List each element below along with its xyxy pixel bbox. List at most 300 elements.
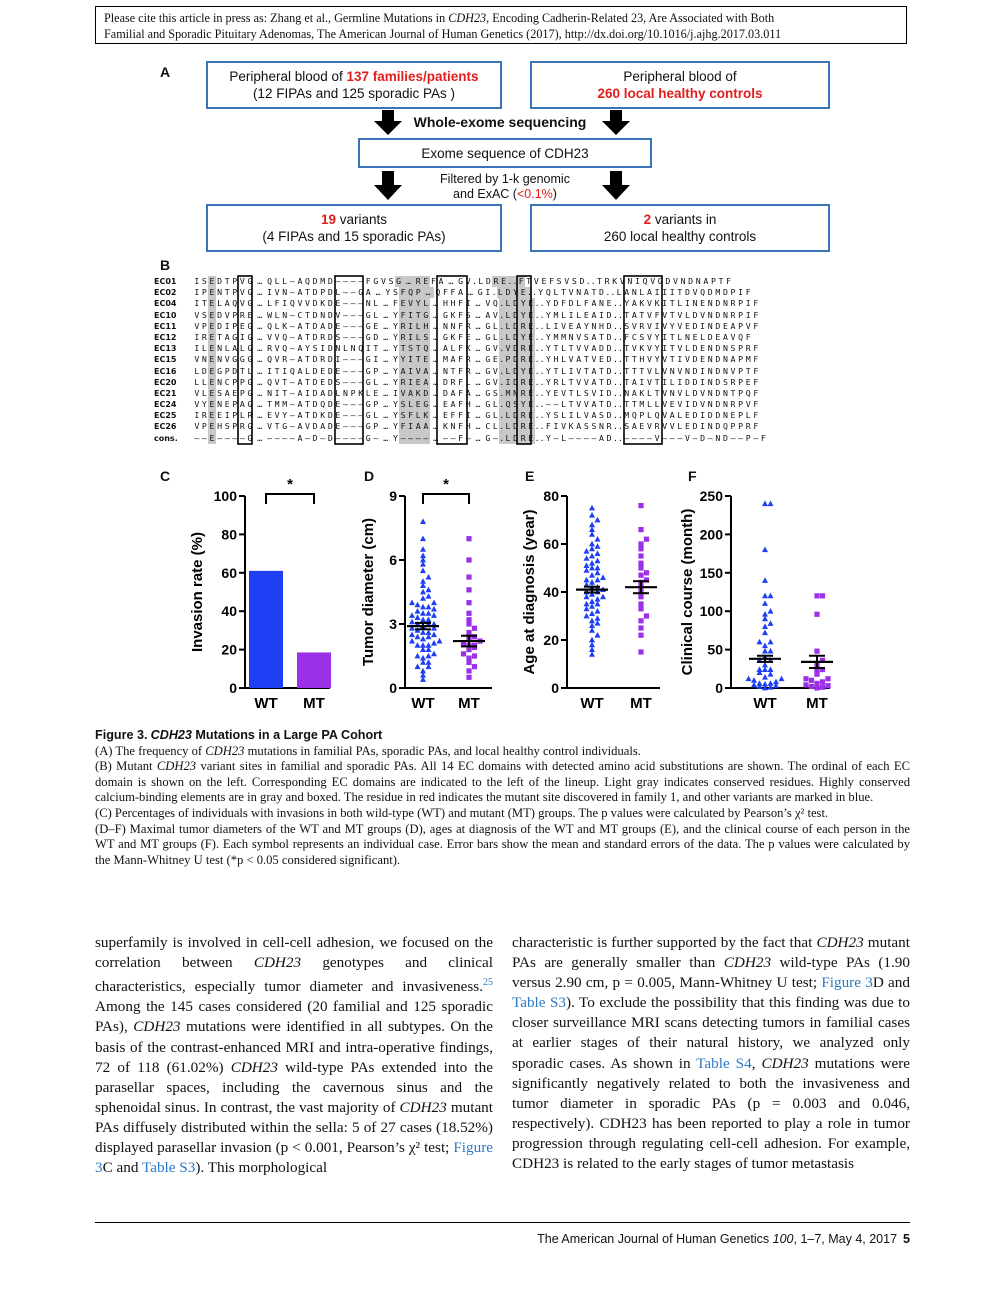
y-tick-label: 150	[699, 564, 723, 581]
x-category-label: MT	[630, 695, 652, 712]
data-point	[415, 653, 421, 659]
y-tick-label: 60	[543, 536, 559, 552]
data-point	[426, 659, 432, 665]
data-point	[820, 685, 825, 690]
y-tick-label: 40	[543, 584, 559, 600]
data-point	[431, 599, 437, 605]
conserved-box	[335, 276, 363, 444]
data-point	[415, 642, 421, 648]
flow-filter-line2-end: )	[552, 187, 557, 201]
data-point	[762, 500, 768, 506]
flow-box-controls-line1: Peripheral blood of	[623, 69, 737, 84]
data-point	[589, 642, 595, 648]
y-tick-label: 0	[389, 680, 397, 696]
data-point	[762, 674, 768, 680]
y-axis-label: Invasion rate (%)	[189, 531, 206, 653]
ec-domain-label: EC04	[154, 299, 177, 309]
data-point	[638, 503, 643, 508]
table-link[interactable]: Table S4	[696, 1054, 752, 1072]
data-point	[409, 638, 415, 644]
data-point	[762, 547, 768, 553]
ec-domain-label: EC25	[154, 411, 177, 421]
data-point	[415, 663, 421, 669]
data-point	[768, 593, 774, 599]
data-point	[420, 642, 426, 648]
data-point	[809, 684, 814, 689]
panel-label-e: E	[525, 468, 535, 484]
data-point	[584, 562, 590, 568]
calcium-binding-boxes	[150, 274, 910, 448]
flow-filter-note	[410, 172, 600, 202]
data-point	[584, 567, 590, 573]
data-point	[589, 627, 595, 633]
footer-rule	[95, 1222, 910, 1223]
bar	[297, 652, 331, 688]
data-point	[584, 613, 590, 619]
data-point	[762, 681, 768, 687]
data-point	[466, 617, 471, 622]
x-category-label: WT	[411, 695, 435, 712]
flow-filter-line2: and ExAC (	[453, 187, 517, 201]
figure-link[interactable]: Figure 3	[821, 974, 873, 992]
significance-bracket	[266, 494, 314, 504]
alignment-sequence: I R E T A G I G … V V Q — A T D R D S — — — G D … Y R I L S … G K F E … G L.L D Y E..Y M M N V S A T D..F C S V Y I T L N E L D E A V Q F	[194, 331, 751, 342]
data-point	[466, 630, 471, 635]
data-point	[600, 594, 606, 600]
figure-caption	[95, 728, 910, 868]
data-point	[466, 675, 471, 680]
citation-line1-end: , Encoding Cadherin-Related 23, Are Associated with Both	[486, 11, 775, 25]
data-point	[762, 648, 768, 654]
alignment-sequence: — — E — — — — G … — — — — A — D — D — — — — G — … Y — — — — … — — F — … G —.L D R E..Y — L — — — — A D..— — — — V — — — V — D — N D — — P — F	[194, 432, 766, 443]
alignment-sequence: I S E D T P V G … Q L L — A Q D M D — — — — F G V S G … R E F A … G V.L D R E..F T V E F S V S D..T R K V N I Q V G D V N D N A P T F	[194, 276, 732, 286]
y-axis-label: Clinical course (month)	[679, 508, 696, 676]
x-category-label: WT	[254, 695, 278, 712]
ec-domain-label: EC11	[154, 321, 177, 331]
alignment-sequence: I T E L A Q V G … L F I Q V V D K D E — — — N L … F E V Y L … H H F I … V Q.L D Y E..Y D F D L F A N E..Y A K V K I T L I N E N D N R P I F	[194, 298, 759, 309]
data-point	[595, 596, 601, 602]
flow-patient-variant-breakdown: (4 FIPAs and 15 sporadic PAs)	[262, 229, 446, 244]
data-point	[638, 625, 643, 630]
flow-box-patients-count: 137 families/patients	[346, 69, 479, 84]
ec-domain-label: EC24	[154, 400, 177, 410]
data-point	[773, 679, 779, 685]
data-point	[820, 593, 825, 598]
data-point	[589, 610, 595, 616]
significance-marker: *	[287, 476, 293, 493]
data-point	[589, 572, 595, 578]
flow-box-control-variants	[530, 204, 830, 252]
data-point	[420, 578, 426, 584]
ec-domain-label: EC02	[154, 288, 177, 298]
caption-b-end: variant sites in familial and sporadic PAs. All 14 EC domains with detected amino acid substitutions are shown. The ordinal of each EC domain is shown on the left. Corresponding EC domains are indicated to the left of the lineup. Light gray indicates conserved residues. Highly conserved calcium-binding elements are in gray and boxed. The residue in red indicates the mutant site discovered in family 1, and other variants are marked in blue.	[95, 759, 910, 805]
x-category-label: WT	[753, 695, 777, 712]
data-point	[595, 620, 601, 626]
flow-box-controls	[530, 61, 830, 109]
caption-a: (A) The frequency of	[95, 743, 206, 758]
data-point	[589, 565, 595, 571]
data-point	[638, 553, 643, 558]
ec-domain-label: EC20	[154, 377, 177, 387]
conserved-box	[238, 276, 252, 444]
data-point	[472, 626, 477, 631]
data-point	[638, 561, 643, 566]
flow-box-patients	[206, 61, 502, 109]
data-point	[595, 543, 601, 549]
flow-filter-line1: Filtered by 1-k genomic	[440, 172, 570, 186]
y-tick-label: 200	[699, 526, 723, 543]
caption-c: (C) Percentages of individuals with invasions in both wild-type (WT) and mutant (MT) groups. The p values were calculated by Pearson’s χ² test.	[95, 805, 829, 820]
y-tick-label: 6	[389, 552, 397, 568]
data-point	[595, 550, 601, 556]
data-point	[420, 589, 426, 595]
data-point	[814, 681, 819, 686]
caption-b-gene: CDH23	[156, 759, 197, 774]
y-tick-label: 50	[707, 641, 723, 658]
alignment-sequence: L L E N C P P G … Q V T — A T D E D S — — — G L … Y R I E A … D R F L … G V.I D R E..Y R L T V V A T D..T A I V T I L I D D I N D S R P E F	[194, 376, 759, 387]
table-link[interactable]: Table S3	[512, 994, 567, 1012]
data-point	[437, 638, 443, 644]
data-point	[768, 666, 774, 672]
data-point	[426, 604, 432, 610]
flow-box-controls-count: 260 local healthy controls	[597, 86, 763, 101]
data-point	[768, 680, 774, 686]
data-point	[595, 565, 601, 571]
caption-a-end: mutations in familial PAs, sporadic PAs, and local healthy control individuals.	[244, 743, 641, 758]
data-point	[420, 595, 426, 601]
data-point	[595, 536, 601, 542]
data-point	[584, 594, 590, 600]
x-category-label: MT	[806, 695, 828, 712]
y-tick-label: 80	[221, 526, 237, 543]
data-point	[409, 631, 415, 637]
data-point	[584, 606, 590, 612]
data-point	[420, 668, 426, 674]
data-point	[814, 612, 819, 617]
ec-domain-label: EC10	[154, 310, 177, 320]
y-tick-label: 0	[715, 680, 723, 696]
ec-domain-label: EC26	[154, 422, 177, 432]
y-tick-label: 20	[221, 641, 237, 658]
reference-link[interactable]: 25	[483, 977, 493, 989]
data-point	[746, 676, 752, 682]
flow-control-variant-count: 2	[643, 212, 652, 227]
data-point	[426, 574, 432, 580]
data-point	[426, 642, 432, 648]
citation-notice	[95, 6, 907, 44]
footer-date: , 1–7, May 4, 2017	[793, 1232, 898, 1246]
data-point	[768, 639, 774, 645]
page-number: 5	[903, 1232, 910, 1246]
panel-label-f: F	[688, 468, 697, 484]
data-point	[644, 613, 649, 618]
y-tick-label: 9	[389, 488, 397, 504]
data-point	[757, 680, 763, 686]
data-point	[600, 574, 606, 580]
data-point	[426, 587, 432, 593]
flow-box-patients-line2: (12 FIPAs and 125 sporadic PAs )	[252, 86, 456, 101]
data-point	[768, 500, 774, 506]
data-point	[768, 608, 774, 614]
flow-box-exome	[358, 138, 652, 168]
data-point	[589, 603, 595, 609]
data-point	[809, 678, 814, 683]
data-point	[638, 565, 643, 570]
y-tick-label: 80	[543, 488, 559, 504]
data-point	[595, 570, 601, 576]
significance-marker: *	[443, 476, 449, 493]
data-point	[420, 546, 426, 552]
data-point	[644, 570, 649, 575]
data-point	[762, 623, 768, 629]
data-point	[762, 593, 768, 599]
arrow-down-icon	[598, 171, 634, 201]
data-point	[426, 593, 432, 599]
data-point	[420, 617, 426, 623]
data-point	[420, 535, 426, 541]
data-point	[757, 666, 763, 672]
data-point	[638, 601, 643, 606]
data-point	[466, 536, 471, 541]
data-point	[466, 574, 471, 579]
data-point	[426, 617, 432, 623]
alignment-sequence: I R E E I P L R … E V Y — A T D K D E — — — G L … Y S F L K … E F F I … G L.L D R E..Y S L I L V A S D..M Q P L Q V A L E D I D D N E P L F	[194, 410, 759, 421]
flow-control-variant-group: 260 local healthy controls	[603, 229, 757, 244]
footer-journal: The American Journal of Human Genetics	[537, 1232, 773, 1246]
data-point	[466, 587, 471, 592]
flow-box-exome-label: Exome sequence of CDH23	[421, 145, 589, 161]
data-point	[751, 677, 757, 683]
y-tick-label: 20	[543, 632, 559, 648]
data-point	[589, 541, 595, 547]
data-point	[589, 505, 595, 511]
data-point	[638, 618, 643, 623]
caption-d-f: (D–F) Maximal tumor diameters of the WT and MT groups (D), ages at diagnosis of the WT and MT groups (E), and the clinical course of each person in the WT and MT groups (F). Each symbol represents an individual case. Error bars show the mean and standard errors of the data. The p values were calculated by the Mann-Whitney U test (*p < 0.05 considered significant).	[95, 821, 910, 867]
alignment-sequence: V P E D I P E G … Q L K — A T D A D E — — — G E … Y R I L H … N N F R … G L.L D R E..L I V E A Y N H D..S V R V I V Y V E D I N D E A P V F	[194, 320, 759, 331]
data-point	[638, 606, 643, 611]
data-point	[589, 598, 595, 604]
ec-domain-label: EC01	[154, 277, 177, 286]
data-point	[638, 573, 643, 578]
caption-a-gene: CDH23	[205, 743, 245, 758]
alignment-sequence: V P E H S P R G … V T G — A V D A D E — — — G P … Y F I A A … K N F H … C L.L D R E..F I V K A S S N R..S A E V R V V L E D I N D Q P P R F	[194, 421, 759, 432]
data-point	[825, 676, 830, 681]
data-point	[595, 601, 601, 607]
data-point	[595, 608, 601, 614]
footer-volume: 100	[772, 1232, 794, 1246]
data-point	[431, 612, 437, 618]
data-point	[644, 537, 649, 542]
arrow-down-icon	[598, 110, 634, 136]
alignment-sequence: I P E N T P V G … I V N — A T D P D L — — G A … Y S F Q P … Q F F A … G I.L D Y E..Y Q L T V N A T D..L A N L A I I I T D V Q D M D P I F	[194, 287, 751, 298]
data-point	[638, 527, 643, 532]
citation-line2: Familial and Sporadic Pituitary Adenomas, The American Journal of Human Genetics (2017), http://dx.doi.org/10.1016/j.ajhg.2017.03.011	[104, 27, 782, 41]
alignment-sequence: V N E N V G G G … Q V R — A T D R D I — — — G I … Y Y I T E … M A F R … G E.P D R E..Y H L V A T V E D..T T H V Y V T I V D E N D N A P M F	[194, 354, 759, 365]
conserved-box	[517, 276, 531, 444]
data-point	[589, 531, 595, 537]
data-point	[420, 604, 426, 610]
panel-label-b: B	[160, 257, 171, 273]
flow-box-patients-line1: Peripheral blood of	[229, 69, 347, 84]
data-point	[589, 522, 595, 528]
conserved-box	[624, 276, 662, 444]
y-tick-label: 100	[213, 488, 237, 504]
alignment-sequence: I L E N L A L G … R V Q — A Y S I D N L N Q I T … Y T S T Q … A L F K … G V.V D R E..Y T L T V V A D D..T V K V Y I T V L D E N D N S P R F	[194, 343, 759, 354]
data-point	[825, 683, 830, 688]
data-point	[589, 637, 595, 643]
data-point	[589, 651, 595, 657]
data-point	[595, 632, 601, 638]
arrow-down-icon	[370, 110, 406, 136]
alignment-sequence: V Y E N E P A G … T M M — A T D Q D E — — — G P … Y S L E G … E A F H … G L.Q S Y E..— — L T V V A T D..T T M L L V E V I D V N D N R P V F	[194, 399, 759, 410]
data-point	[431, 631, 437, 637]
y-tick-label: 0	[551, 680, 559, 696]
data-point	[595, 577, 601, 583]
data-point	[415, 608, 421, 614]
data-point	[431, 640, 437, 646]
data-point	[431, 651, 437, 657]
alignment-sequence: L D E G P D T L … I T I Q A L D E D E — — — G P … Y A I V A … N T F R … G V.L D Y E..Y T L I V T A T D..T T T V L V N V N D I N D N V P T F	[194, 365, 759, 376]
data-point	[420, 553, 426, 559]
data-point	[584, 601, 590, 607]
ec-domain-label: cons.	[154, 433, 178, 443]
data-point	[420, 567, 426, 573]
data-point	[638, 594, 643, 599]
flow-patient-variant-label: variants	[336, 212, 388, 227]
data-point	[768, 620, 774, 626]
flow-filter-threshold: <0.1%	[516, 187, 553, 201]
panel-label-d: D	[364, 468, 375, 484]
figure-link[interactable]: Figure 3	[95, 1139, 493, 1177]
data-point	[415, 614, 421, 620]
data-point	[803, 676, 808, 681]
data-point	[466, 611, 471, 616]
data-point	[589, 560, 595, 566]
flow-patient-variant-count: 19	[320, 212, 336, 227]
data-point	[779, 676, 785, 682]
data-point	[589, 646, 595, 652]
ec-domain-label: EC15	[154, 355, 177, 365]
alignment-sequence: V S E D V P R E … W L N — C T D N D V — — — G L … Y F I T G … G K F S … A V.L D Y E..Y M L I L E A I D..T A T V F V T V L D V N D N R P I F	[194, 309, 759, 320]
data-point	[472, 664, 477, 669]
x-category-label: WT	[580, 695, 604, 712]
bar	[249, 571, 283, 688]
data-point	[589, 553, 595, 559]
data-point	[409, 612, 415, 618]
data-point	[814, 685, 819, 690]
data-point	[638, 633, 643, 638]
data-point	[814, 649, 819, 654]
data-point	[584, 577, 590, 583]
caption-title-gene: CDH23	[150, 728, 192, 742]
ec-domain-label: EC13	[154, 344, 177, 354]
body-column-right: characteristic is further supported by the fact that CDH23 mutant PAs are generally smaller than CDH23 wild-type PAs (1.90 versus 2.90 cm, p = 0.005, Mann-Whitney U test; Figure 3D and Table S3). To exclude the possibility that this finding was due to closer surveillance MRI scans detecting tumors in familial cases at earlier stages of their natural history, we analyzed only sporadic cases. As shown in Table S4, CDH23 mutations were significantly negatively related to both the invasiveness and tumor diameter in sporadic PAs (p = 0.003 and 0.046, respectively). CDH23 has been reported to play a role in tumor progression through regulating cell-cell adhesion. For example, CDH23 is related to the early stages of tumor metastasis	[512, 934, 911, 1173]
data-point	[409, 599, 415, 605]
data-point	[466, 656, 471, 661]
data-point	[589, 618, 595, 624]
data-point	[762, 611, 768, 617]
data-point	[426, 610, 432, 616]
conserved-box	[437, 276, 467, 444]
data-point	[814, 672, 819, 677]
body-column-left: superfamily is involved in cell-cell adhesion, we focused on the correlation between CDH23 genotypes and clinical characteristics, especially tumor diameter and invasiveness.$^{25}$ Among the 145 cases considered (20 familial and 125 sporadic PAs), CDH23 mutations were identified in all subtypes. On the basis of the contrast-enhanced MRI and intra-operative findings, 72 of 118 (61.02%) CDH23 wild-type PAs extended into the parasellar spaces, including the cavernous sinus and the sphenoidal sinus. In contrast, the vast majority of CDH23 mutant PAs diffusely distributed within the sella: 5 of 27 cases (18.52%) displayed parasellar invasion (p < 0.001, Pearson’s χ² test; Figure 3C and Table S3). This morphological	[95, 934, 494, 1177]
ec-domain-label: EC12	[154, 332, 177, 342]
data-point	[589, 546, 595, 552]
data-point	[431, 606, 437, 612]
flow-box-patient-variants	[206, 204, 502, 252]
data-point	[420, 518, 426, 524]
y-axis-label: Age at diagnosis (year)	[521, 509, 538, 675]
data-point	[409, 619, 415, 625]
caption-figure-number: Figure 3.	[95, 728, 148, 742]
caption-title: Mutations in a Large PA Cohort	[191, 728, 383, 742]
figure-charts	[0, 470, 1004, 720]
data-point	[762, 600, 768, 606]
x-category-label: MT	[303, 695, 325, 712]
data-point	[757, 639, 763, 645]
flow-control-variant-label: variants in	[651, 212, 717, 227]
data-point	[820, 679, 825, 684]
data-point	[595, 517, 601, 523]
data-point	[472, 653, 477, 658]
data-point	[762, 630, 768, 636]
data-point	[768, 648, 774, 654]
data-point	[638, 546, 643, 551]
data-point	[762, 643, 768, 649]
panel-label-a: A	[160, 64, 171, 80]
data-point	[814, 593, 819, 598]
citation-line1: Please cite this article in press as: Zhang et al., Germline Mutations in	[104, 11, 449, 25]
y-tick-label: 40	[221, 603, 237, 620]
y-tick-label: 100	[699, 603, 723, 620]
data-point	[589, 579, 595, 585]
arrow-down-icon	[370, 171, 406, 201]
alignment-sequence: V L E S A E P G … N I T — A I D A D L N P K L E … I V A K D … D A F A … G S.M N R E..Y E V T L S V I D..N A K L T V N V L D V N D N T P Q F	[194, 387, 759, 398]
table-link[interactable]: Table S3	[141, 1159, 196, 1177]
data-point	[466, 600, 471, 605]
ec-domain-label: EC16	[154, 366, 177, 376]
y-tick-label: 250	[699, 488, 723, 504]
panel-label-c: C	[160, 468, 171, 484]
data-point	[466, 557, 471, 562]
data-point	[638, 649, 643, 654]
data-point	[420, 636, 426, 642]
data-point	[415, 634, 421, 640]
data-point	[420, 655, 426, 661]
data-point	[762, 577, 768, 583]
y-tick-label: 3	[389, 616, 397, 632]
ec-domain-label: EC21	[154, 388, 177, 398]
data-point	[638, 541, 643, 546]
data-point	[589, 526, 595, 532]
citation-gene: CDH23	[448, 11, 487, 25]
data-point	[415, 602, 421, 608]
significance-bracket	[423, 494, 469, 504]
y-tick-label: 0	[229, 680, 237, 696]
data-point	[589, 512, 595, 518]
flow-step-wes: Whole-exome sequencing	[413, 114, 587, 130]
data-point	[803, 682, 808, 687]
data-point	[461, 651, 466, 656]
caption-b: (B) Mutant	[95, 759, 157, 774]
page-footer	[537, 1232, 910, 1246]
data-point	[420, 610, 426, 616]
data-point	[595, 615, 601, 621]
data-point	[466, 668, 471, 673]
y-axis-label: Tumor diameter (cm)	[360, 517, 377, 667]
x-category-label: MT	[458, 695, 480, 712]
y-tick-label: 60	[221, 564, 237, 581]
